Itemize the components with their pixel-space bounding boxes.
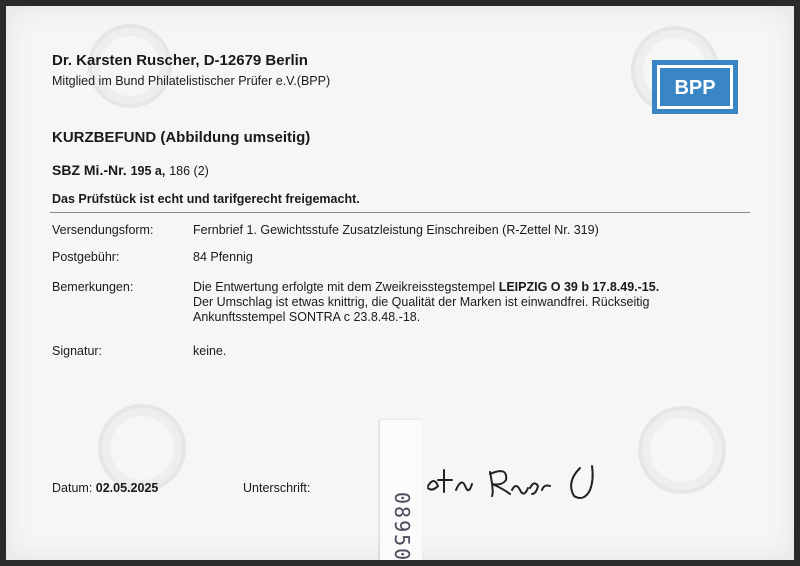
watermark-seal <box>98 404 186 492</box>
versendungsform-label: Versendungsform: <box>52 223 154 237</box>
bemerkungen-value: Die Entwertung erfolgte mit dem Zweikreisstegstempel LEIPZIG O 39 b 17.8.49.-15. Der Umschlag ist etwas knittrig, die Qualität der Marken ist einwandfrei. Rückseitig Ankunftsstempel SONTRA c 23.8.48.-18. <box>193 280 660 324</box>
postgebuehr-value: 84 Pfennig <box>193 250 253 264</box>
document-title: KURZBEFUND (Abbildung umseitig) <box>52 129 311 146</box>
watermark-seal <box>638 406 726 494</box>
signatur-value: keine. <box>193 344 227 358</box>
signatur-label: Signatur: <box>52 344 103 358</box>
examiner-membership: Mitglied im Bund Philatelistischer Prüfer e.V.(BPP) <box>52 74 331 88</box>
verdict-statement: Das Prüfstück ist echt und tarifgerecht freigemacht. <box>52 192 360 206</box>
bemerkungen-label: Bemerkungen: <box>52 280 134 294</box>
signature-label: Unterschrift: <box>243 481 311 495</box>
date-field: Datum: 02.05.2025 <box>52 481 159 495</box>
certificate-number: 08950 <box>390 492 414 563</box>
examiner-name: Dr. Karsten Ruscher, D-12679 Berlin <box>52 52 308 69</box>
versendungsform-value: Fernbrief 1. Gewichtsstufe Zusatzleistung Einschreiben (R-Zettel Nr. 319) <box>193 223 599 237</box>
bpp-logo-icon <box>650 58 740 116</box>
handwritten-signature <box>420 450 620 510</box>
divider <box>50 212 750 213</box>
postgebuehr-label: Postgebühr: <box>52 250 120 264</box>
certificate-number-tag <box>380 420 422 563</box>
stamp-catalog-number: SBZ Mi.-Nr. 195 a, 186 (2) <box>52 162 209 178</box>
logo-text: BPP <box>674 77 716 99</box>
